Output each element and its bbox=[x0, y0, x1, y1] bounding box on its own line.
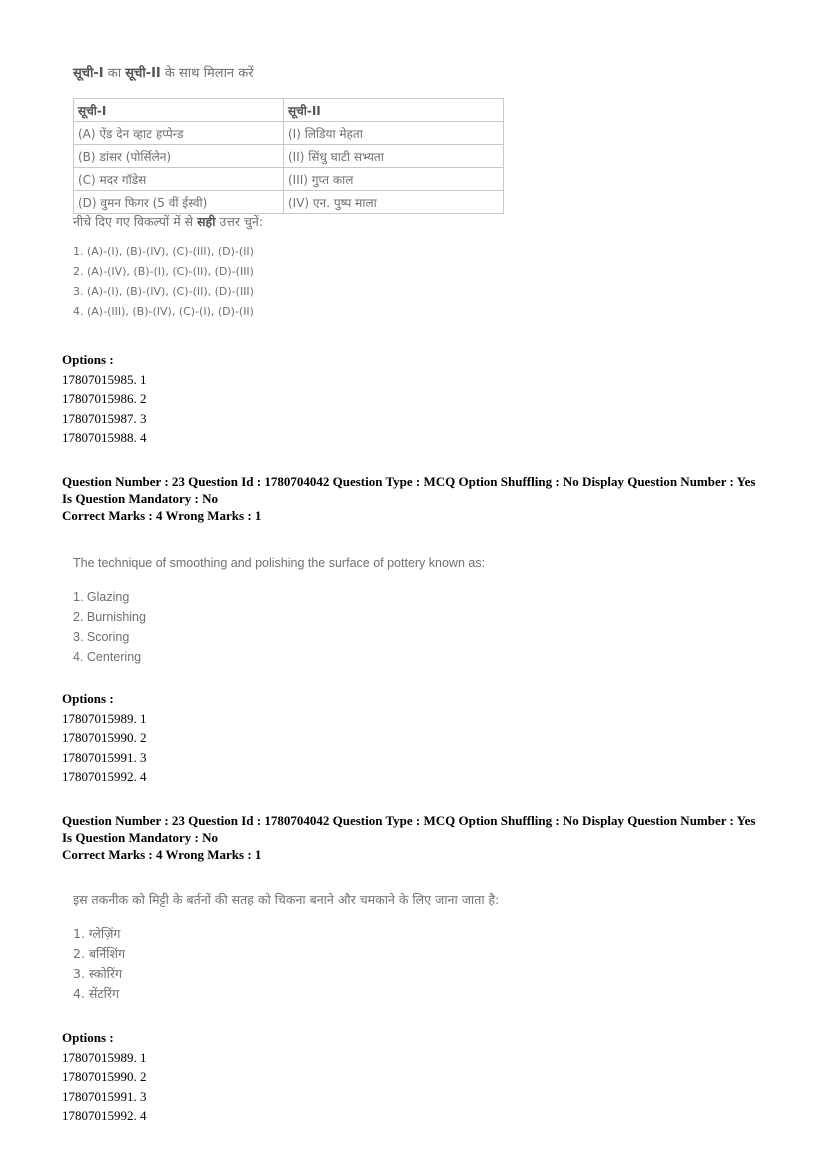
option-item: 17807015985. 1 bbox=[62, 371, 147, 387]
q23-en-question-image bbox=[73, 553, 485, 667]
choice-item: 3. (A)-(I), (B)-(IV), (C)-(II), (D)-(III) bbox=[73, 285, 254, 298]
q22-question-image bbox=[73, 64, 504, 322]
choice-item: 3. स्कोरिंग bbox=[73, 966, 122, 981]
table-cell: (III) गुप्त काल bbox=[284, 168, 504, 191]
q22-instruction: सूची-I का सूची-II के साथ मिलान करें bbox=[73, 66, 254, 81]
table-row bbox=[74, 145, 504, 168]
q22-choose-instruction: नीचे दिए गए विकल्पों में से सही उत्तर चुनें: bbox=[73, 214, 264, 229]
choice-item: 2. (A)-(IV), (B)-(I), (C)-(II), (D)-(III) bbox=[73, 265, 254, 278]
table-cell: (D) वुमन फिगर (5 वीं ईस्वी) bbox=[74, 191, 284, 214]
matching-table bbox=[73, 98, 504, 214]
choice-item: 2. Burnishing bbox=[73, 610, 146, 624]
choice-item: 1. ग्लेज़िंग bbox=[73, 926, 121, 941]
question-text: The technique of smoothing and polishing the surface of pottery known as: bbox=[73, 556, 486, 570]
question-meta-line: Question Number : 23 Question Id : 1780704042 Question Type : MCQ Option Shuffling : No Display Question Number : Yes bbox=[62, 813, 756, 828]
options-label: Options : bbox=[62, 352, 114, 367]
option-item: 17807015986. 2 bbox=[62, 391, 147, 406]
option-item: 17807015990. 2 bbox=[62, 730, 147, 745]
choice-item: 4. सेंटरिंग bbox=[73, 986, 120, 1001]
choice-item: 4. (A)-(III), (B)-(IV), (C)-(I), (D)-(II) bbox=[73, 305, 254, 318]
option-item: 17807015989. 1 bbox=[62, 710, 147, 726]
choice-item: 1. Glazing bbox=[73, 590, 130, 604]
q23-hi-question-image bbox=[73, 890, 499, 1004]
table-cell: (I) लिडिया मेहता bbox=[284, 122, 504, 145]
option-item: 17807015990. 2 bbox=[62, 1069, 147, 1084]
table-header-row bbox=[74, 99, 504, 122]
choice-item: 1. (A)-(I), (B)-(IV), (C)-(III), (D)-(II) bbox=[73, 245, 254, 258]
table-cell: (II) सिंधु घाटी सभ्यता bbox=[284, 145, 504, 168]
q23-en-choices bbox=[73, 587, 485, 667]
table-cell: (A) ऐंड देन व्हाट हप्पेन्ड bbox=[74, 122, 284, 145]
option-item: 17807015987. 3 bbox=[62, 410, 147, 426]
table-cell: (IV) एन. पुष्प माला bbox=[284, 191, 504, 214]
table-header-cell: सूची-I bbox=[74, 99, 284, 122]
q22-choices bbox=[73, 242, 504, 322]
options-label: Options : bbox=[62, 1030, 114, 1045]
question-meta-line: Is Question Mandatory : No bbox=[62, 830, 219, 845]
option-item: 17807015989. 1 bbox=[62, 1049, 147, 1065]
q23-hi-meta bbox=[62, 812, 802, 863]
question-meta-line: Correct Marks : 4 Wrong Marks : 1 bbox=[62, 847, 262, 862]
table-header-cell: सूची-II bbox=[284, 99, 504, 122]
q22-options bbox=[62, 350, 147, 448]
table-cell: (C) मदर गॉडेस bbox=[74, 168, 284, 191]
q23-en-meta bbox=[62, 473, 802, 524]
question-meta-line: Is Question Mandatory : No bbox=[62, 491, 219, 506]
q23-hi-choices bbox=[73, 924, 499, 1004]
option-item: 17807015991. 3 bbox=[62, 749, 147, 765]
question-text: इस तकनीक को मिट्टी के बर्तनों की सतह को चिकना बनाने और चमकाने के लिए जाना जाता है: bbox=[73, 892, 500, 907]
q23-en-options bbox=[62, 689, 147, 787]
option-item: 17807015992. 4 bbox=[62, 769, 147, 784]
choice-item: 2. बर्निशिंग bbox=[73, 946, 125, 961]
option-item: 17807015991. 3 bbox=[62, 1088, 147, 1104]
table-row bbox=[74, 191, 504, 214]
option-item: 17807015988. 4 bbox=[62, 430, 147, 445]
question-meta-line: Question Number : 23 Question Id : 1780704042 Question Type : MCQ Option Shuffling : No Display Question Number : Yes bbox=[62, 474, 756, 489]
options-label: Options : bbox=[62, 691, 114, 706]
table-row bbox=[74, 122, 504, 145]
question-meta-line: Correct Marks : 4 Wrong Marks : 1 bbox=[62, 508, 262, 523]
choice-item: 3. Scoring bbox=[73, 630, 130, 644]
table-cell: (B) डांसर (पोर्सिलेन) bbox=[74, 145, 284, 168]
option-item: 17807015992. 4 bbox=[62, 1108, 147, 1123]
choice-item: 4. Centering bbox=[73, 650, 142, 664]
table-row bbox=[74, 168, 504, 191]
q23-hi-options bbox=[62, 1028, 147, 1126]
